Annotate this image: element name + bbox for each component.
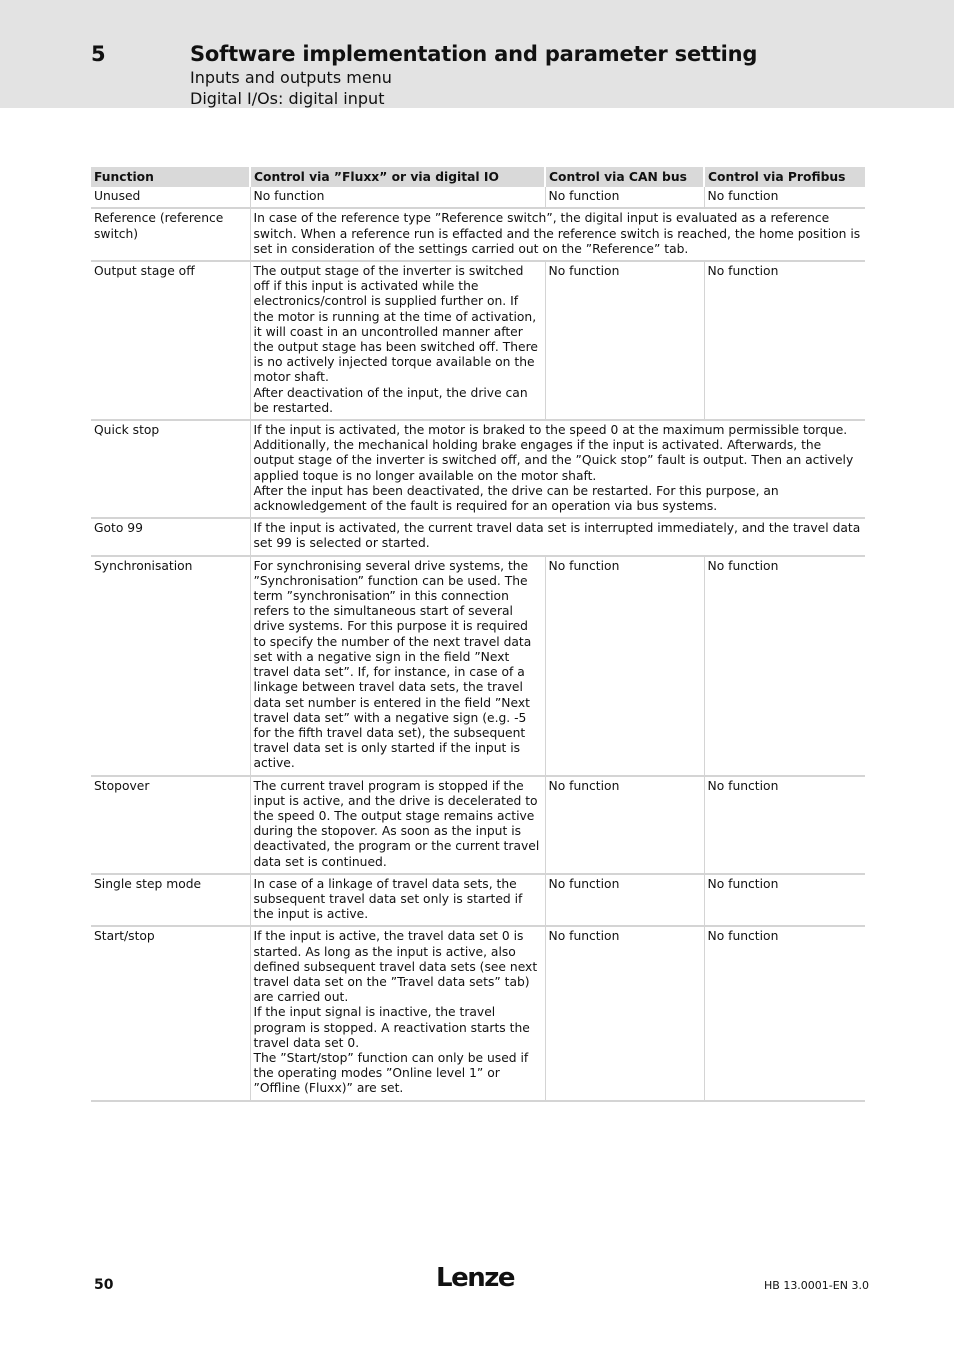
cell-paragraph: In case of the reference type ”Reference switch”, the digital input is evaluated as a reference switch. When a reference run is effacted and the reference switch is reached, the home position is set in consideration of the settings carried out on the ”Reference” tab. bbox=[253, 211, 861, 256]
chapter-header bbox=[0, 0, 954, 108]
chapter-title: Software implementation and parameter setting bbox=[190, 42, 758, 66]
cell-paragraph: If the input is active, the travel data set 0 is started. As long as the input is active, also defined subsequent travel data sets (see next travel data set on the ”Travel data sets” tab) are carried out. bbox=[253, 929, 538, 1005]
function-cell: Quick stop bbox=[91, 420, 250, 518]
document-id: HB 13.0001-EN 3.0 bbox=[764, 1279, 869, 1292]
cell-paragraph: In case of a linkage of travel data sets, the subsequent travel data set only is started if the input is active. bbox=[253, 876, 523, 922]
merged-description-cell bbox=[250, 420, 865, 518]
function-cell: Unused bbox=[91, 187, 250, 208]
table-row bbox=[91, 556, 865, 776]
function-cell: Start/stop bbox=[91, 926, 250, 1100]
profibus-cell: No function bbox=[704, 874, 865, 927]
function-cell: Output stage off bbox=[91, 261, 250, 420]
cell-paragraph: For synchronising several drive systems, the ”Synchronisation” function can be used. The term ”synchronisation” in this connection refers to the simultaneous start of several drive systems. For this purpose it is required to specify the number of the next travel data set with a negative sign in the field ”Next travel data set”. If, for instance, in case of a linkage between travel data sets, the travel data set number is entered in the field ”Next travel data set” with a negative sign (e.g. -5 for the fifth travel data set), the subsequent travel data set is only started if the input is active. bbox=[253, 558, 532, 771]
cell-paragraph: If the input is activated, the current travel data set is interrupted immediately, and the travel data set 99 is selected or started. bbox=[253, 521, 861, 551]
profibus-cell: No function bbox=[704, 556, 865, 776]
can-bus-cell: No function bbox=[545, 874, 704, 927]
table-row bbox=[91, 874, 865, 927]
fluxx-cell bbox=[250, 187, 545, 208]
can-bus-cell: No function bbox=[545, 556, 704, 776]
cell-paragraph: The ”Start/stop” function can only be used if the operating modes ”Online level 1” or ”Offline (Fluxx)” are set. bbox=[253, 1050, 529, 1096]
merged-description-cell bbox=[250, 208, 865, 261]
cell-paragraph: The current travel program is stopped if the input is active, and the drive is decelerated to the speed 0. The output stage remains active during the stopover. As soon as the input is deactivated, the program or the current travel data set is continued. bbox=[253, 778, 540, 869]
section-title: Inputs and outputs menu bbox=[190, 68, 392, 87]
table-row bbox=[91, 420, 865, 518]
profibus-cell: No function bbox=[704, 261, 865, 420]
digital-input-function-table bbox=[91, 167, 865, 1102]
fluxx-cell bbox=[250, 776, 545, 874]
profibus-cell: No function bbox=[704, 187, 865, 208]
function-cell: Goto 99 bbox=[91, 518, 250, 555]
table-row bbox=[91, 261, 865, 420]
page-number: 50 bbox=[94, 1277, 114, 1293]
chapter-number: 5 bbox=[91, 42, 106, 66]
cell-paragraph: After the input has been deactivated, the drive can be restarted. For this purpose, an acknowledgement of the fault is required for an operation via bus systems. bbox=[253, 483, 779, 514]
table-row bbox=[91, 926, 865, 1100]
function-cell: Single step mode bbox=[91, 874, 250, 927]
fluxx-cell bbox=[250, 926, 545, 1100]
can-bus-cell: No function bbox=[545, 926, 704, 1100]
fluxx-cell bbox=[250, 874, 545, 927]
cell-paragraph: If the input is activated, the motor is braked to the speed 0 at the maximum permissible torque. Additionally, the mechanical holding brake engages if the input is activated. Afterwards, the output stage of the inverter is switched off, and the ”Quick stop” fault is output. Then an actively applied toque is no longer available on the motor shaft. bbox=[253, 423, 854, 483]
cell-paragraph: The output stage of the inverter is switched off if this input is activated while the electronics/control is supplied further on. If the motor is running at the time of activation, it will coast in an uncontrolled manner after the output stage has been switched off. There is no actively injected torque available on the motor shaft. bbox=[253, 264, 538, 385]
function-cell: Stopover bbox=[91, 776, 250, 874]
cell-paragraph: No function bbox=[253, 189, 325, 204]
lenze-logo: Lenze bbox=[436, 1263, 514, 1293]
can-bus-cell: No function bbox=[545, 776, 704, 874]
table-row bbox=[91, 187, 865, 208]
table-row bbox=[91, 518, 865, 555]
function-cell: Synchronisation bbox=[91, 556, 250, 776]
table-header-row bbox=[91, 167, 865, 187]
column-header: Control via ”Fluxx” or via digital IO bbox=[250, 167, 545, 187]
fluxx-cell bbox=[250, 556, 545, 776]
merged-description-cell bbox=[250, 518, 865, 555]
column-header: Function bbox=[91, 167, 250, 187]
table-row bbox=[91, 776, 865, 874]
column-header: Control via Profibus bbox=[704, 167, 865, 187]
cell-paragraph: After deactivation of the input, the drive can be restarted. bbox=[253, 385, 528, 415]
profibus-cell: No function bbox=[704, 776, 865, 874]
column-header: Control via CAN bus bbox=[545, 167, 704, 187]
subsection-title: Digital I/Os: digital input bbox=[190, 89, 385, 108]
profibus-cell: No function bbox=[704, 926, 865, 1100]
fluxx-cell bbox=[250, 261, 545, 420]
can-bus-cell: No function bbox=[545, 187, 704, 208]
cell-paragraph: If the input signal is inactive, the travel program is stopped. A reactivation starts the travel data set 0. bbox=[253, 1005, 530, 1050]
table-row bbox=[91, 208, 865, 261]
function-cell: Reference (reference switch) bbox=[91, 208, 250, 261]
can-bus-cell: No function bbox=[545, 261, 704, 420]
